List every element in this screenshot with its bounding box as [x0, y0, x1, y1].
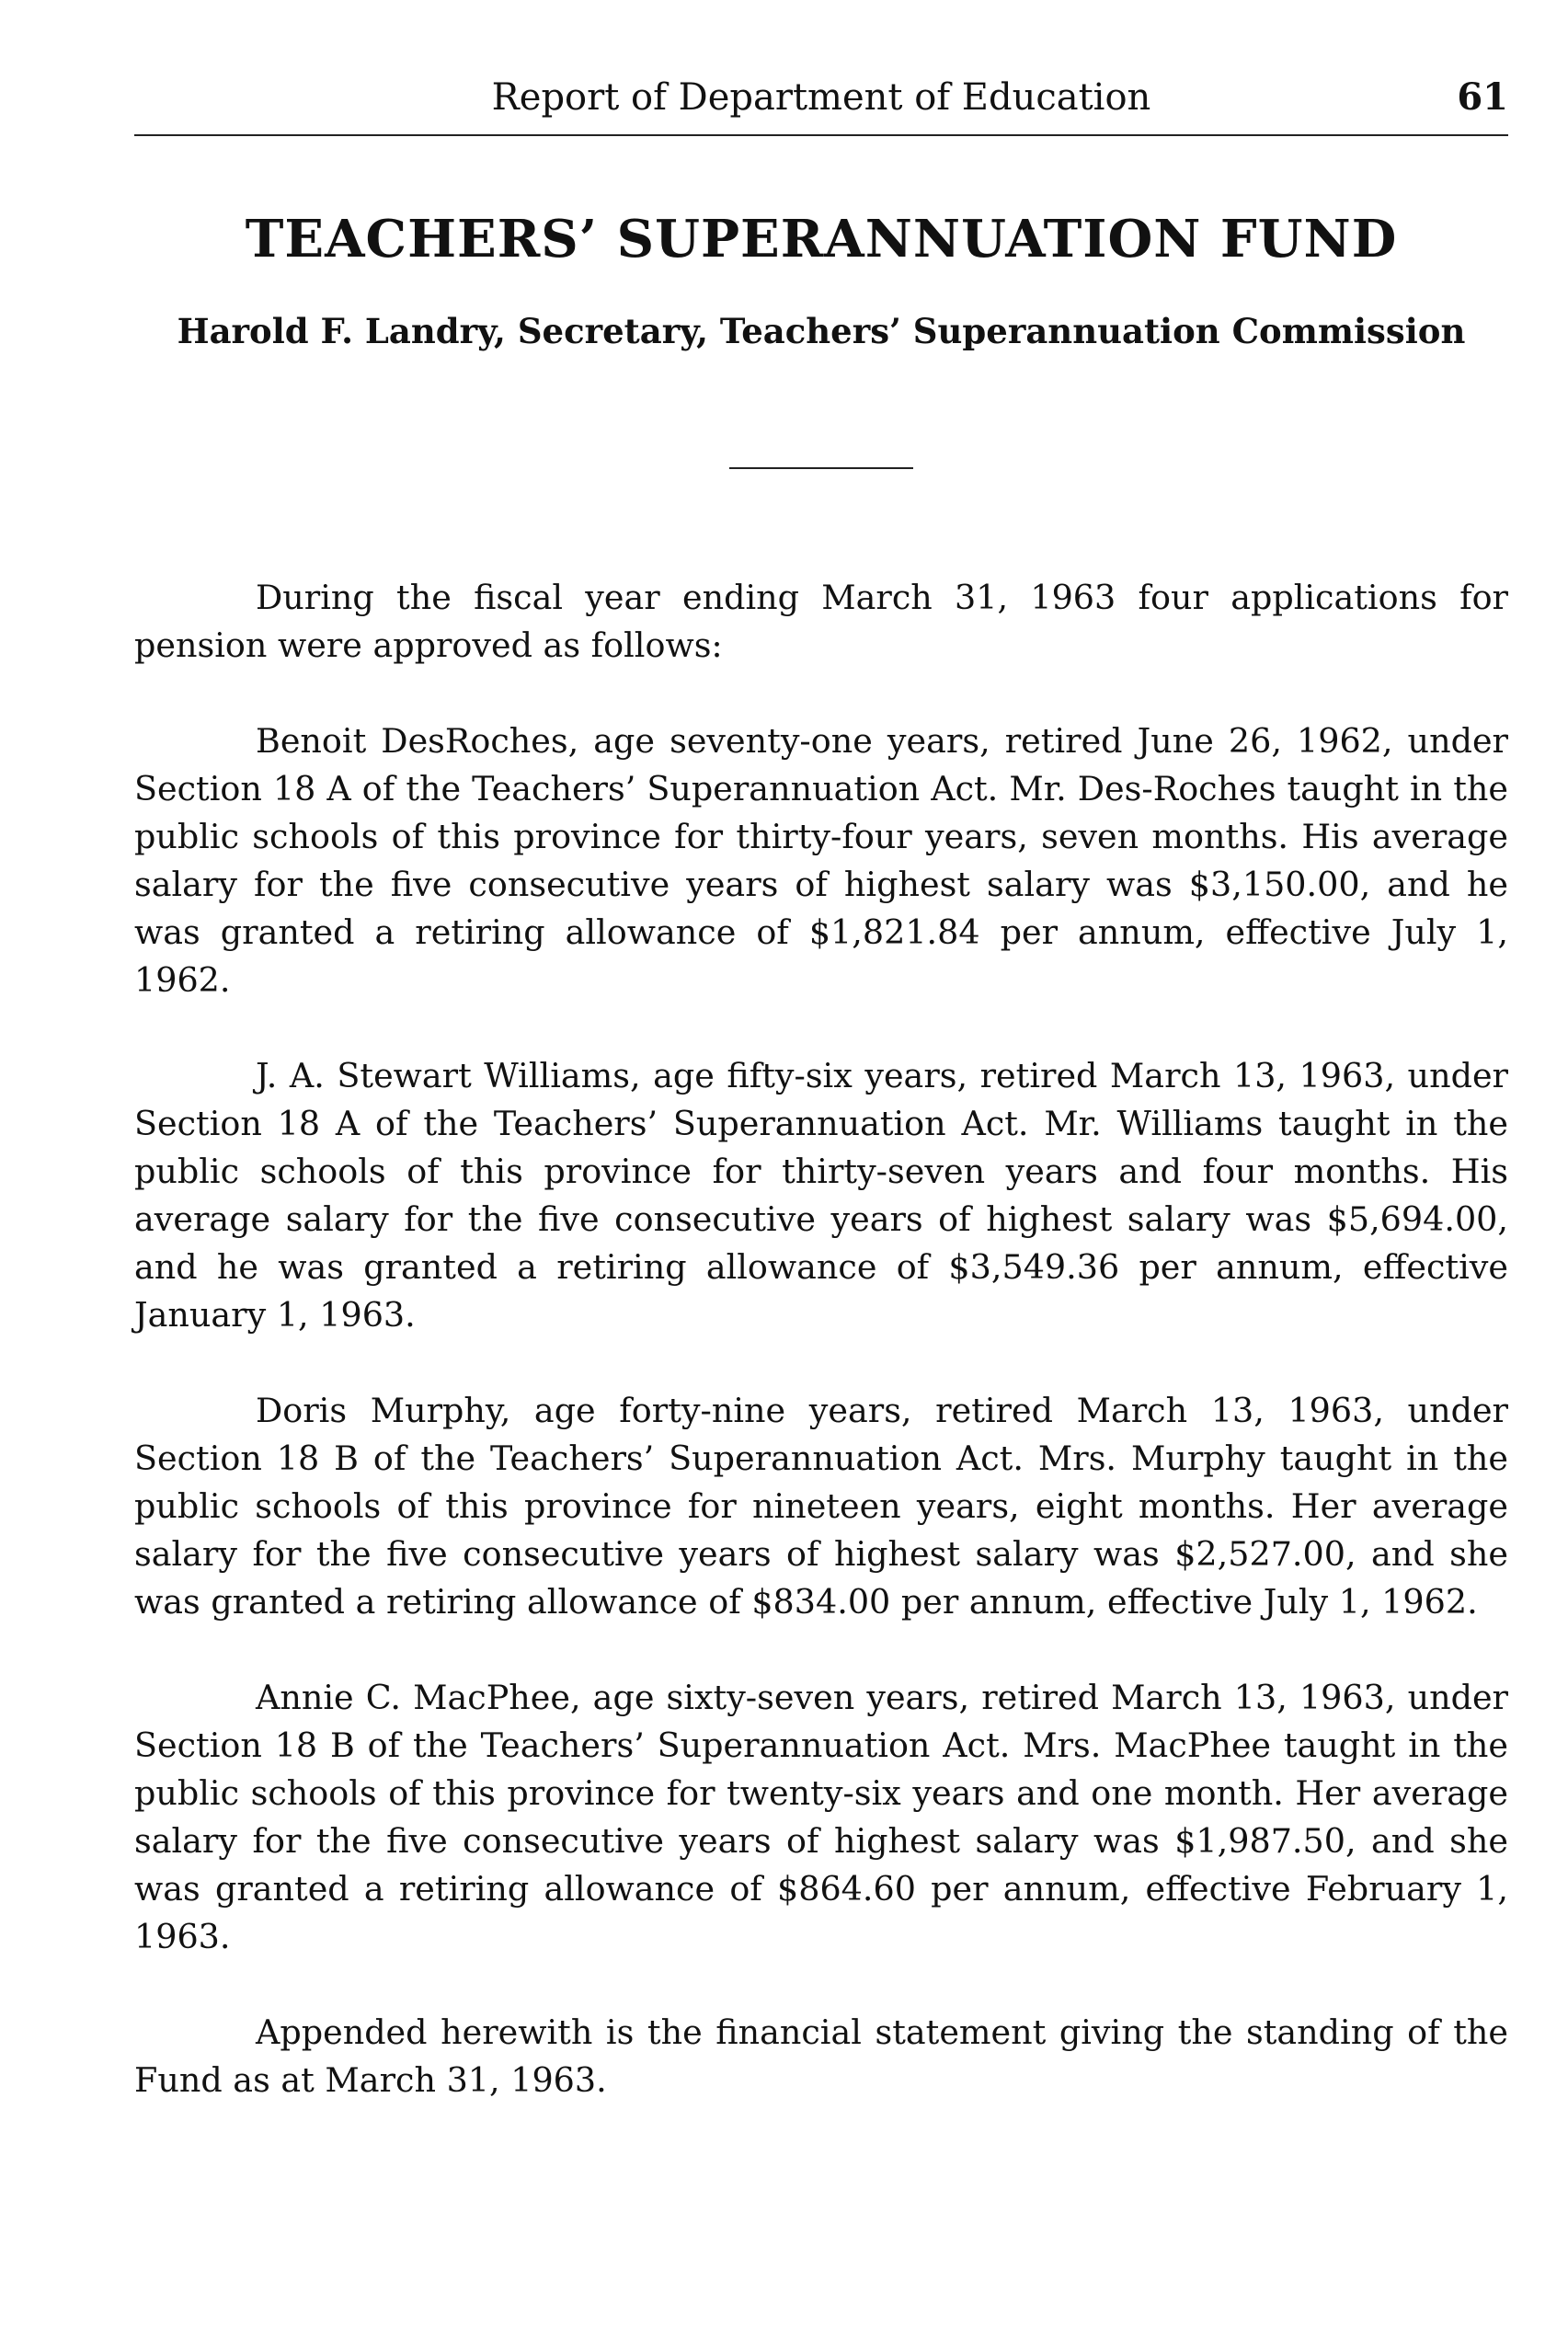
paragraph-desroches: Benoit DesRoches, age seventy-one years, retired June 26, 1962, under Section 18 A of the Teachers’ Superannuation Act. Mr. Des-Roches taught in the public schools of this province for thirty-four years, seven months. His average salary for the five consecutive years of highest salary was $3,150.00, and he was granted a retiring allowance of $1,821.84 per annum, effective July 1, 1962. — [134, 721, 1508, 1000]
paragraph-appended: Appended herewith is the financial statement giving the standing of the Fund as at March 31, 1963. — [134, 2012, 1508, 2100]
body-text — [134, 574, 1508, 2152]
document-page — [134, 0, 1508, 2350]
paragraph-intro: During the fiscal year ending March 31, 1963 four applications for pension were approved as follows: — [134, 578, 1508, 665]
running-header — [134, 70, 1508, 125]
header-rule — [134, 134, 1508, 136]
paragraph-macphee: Annie C. MacPhee, age sixty-seven years, retired March 13, 1963, under Section 18 B of the Teachers’ Superannuation Act. Mrs. MacPhee taught in the public schools of this province for twenty-six years and one month. Her average salary for the five consecutive years of highest salary was $1,987.50, and she was granted a retiring allowance of $864.60 per annum, effective February 1, 1963. — [134, 1678, 1508, 1956]
paragraph-williams: J. A. Stewart Williams, age fifty-six years, retired March 13, 1963, under Section 18 A of the Teachers’ Superannuation Act. Mr. Williams taught in the public schools of this province for thirty-seven years and four months. His average salary for the five consecutive years of highest salary was $5,694.00, and he was granted a retiring allowance of $3,549.36 per annum, effective January 1, 1963. — [134, 1056, 1508, 1335]
section-divider — [729, 467, 913, 469]
page-title: TEACHERS’ SUPERANNUATION FUND — [245, 209, 1398, 269]
running-title: Report of Department of Education — [491, 76, 1151, 119]
page-number: 61 — [1457, 75, 1508, 119]
byline: Harold F. Landry, Secretary, Teachers’ Superannuation Commission — [177, 311, 1466, 351]
paragraph-murphy: Doris Murphy, age forty-nine years, retired March 13, 1963, under Section 18 B of the Teachers’ Superannuation Act. Mrs. Murphy taught in the public schools of this province for nineteen years, eight months. Her average salary for the five consecutive years of highest salary was $2,527.00, and she was granted a retiring allowance of $834.00 per annum, effective July 1, 1962. — [134, 1391, 1508, 1622]
